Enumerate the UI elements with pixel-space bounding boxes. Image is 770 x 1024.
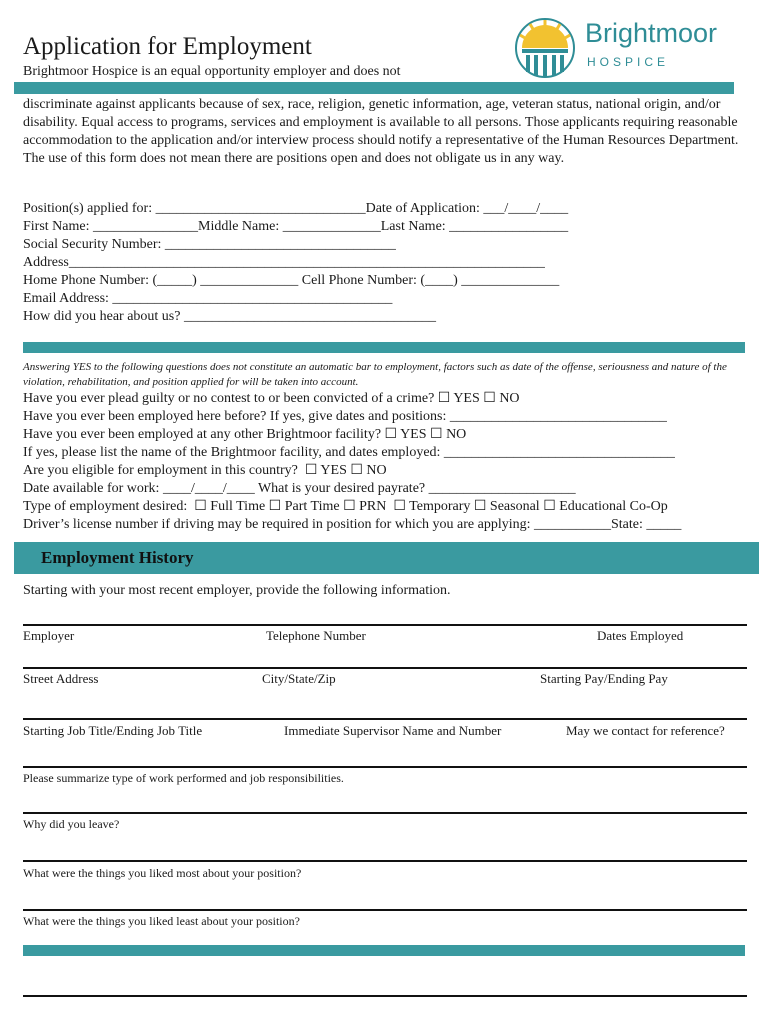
- field-label-liked-most: What were the things you liked most about your position?: [23, 866, 302, 880]
- eeo-paragraph: discriminate against applicants because of sex, race, religion, genetic information, age, veteran status, national origin, and/or disability. Equal access to programs, services and employment is available to all persons. Those applicants requiring reasonable accommodation to the application and/or interview process should notify a representative of the Human Resources Department. The use of this form does not mean there are positions open and does not obligate us in any way.: [23, 97, 739, 166]
- applicant-field-line-0: Position(s) applied for: ______________________________Date of Application: ___/____/____: [23, 201, 569, 216]
- field-label-dates-employed: Dates Employed: [597, 628, 684, 643]
- intro-line: Brightmoor Hospice is an equal opportunity employer and does not: [23, 64, 401, 79]
- field-label-liked-least: What were the things you liked least about your position?: [23, 914, 300, 928]
- field-label-contact-reference: May we contact for reference?: [566, 723, 725, 738]
- applicant-field-line-1: First Name: _______________Middle Name: ______________Last Name: _________________: [23, 219, 569, 234]
- field-label-supervisor: Immediate Supervisor Name and Number: [284, 723, 502, 738]
- form-rule: [23, 995, 747, 997]
- form-rule: [23, 860, 747, 862]
- employment-intro: Starting with your most recent employer, provide the following information.: [23, 583, 451, 598]
- question-line-4: Are you eligible for employment in this country? ☐ YES ☐ NO: [23, 463, 387, 478]
- form-rule: [23, 766, 747, 768]
- field-label-city-state-zip: City/State/Zip: [262, 671, 336, 686]
- applicant-field-line-5: Email Address: ________________________________________: [23, 291, 393, 306]
- form-rule: [23, 718, 747, 720]
- question-line-2: Have you ever been employed at any other Brightmoor facility? ☐ YES ☐ NO: [23, 427, 467, 442]
- logo-subtitle: HOSPICE: [587, 55, 670, 69]
- form-rule: [23, 909, 747, 911]
- employment-history-header: [14, 542, 759, 574]
- question-line-5: Date available for work: ____/____/____ What is your desired payrate? _____________________: [23, 481, 576, 496]
- field-label-street-address: Street Address: [23, 671, 99, 686]
- brightmoor-sun-logo-icon: [513, 16, 577, 80]
- page-title: Application for Employment: [23, 33, 312, 60]
- applicant-field-line-6: How did you hear about us? ____________________________________: [23, 309, 436, 324]
- footer-divider-bar: [23, 945, 745, 956]
- section-title: Employment History: [41, 548, 194, 567]
- field-label-why-leave: Why did you leave?: [23, 817, 120, 831]
- questions-note: Answering YES to the following questions does not constitute an automatic bar to employment, factors such as date of the offense, seriousness and nature of the violation, rehabilitation, and position applied for will be taken into account.: [23, 361, 727, 388]
- section-divider-bar: [23, 342, 745, 353]
- question-line-1: Have you ever been employed here before? If yes, give dates and positions: _______________________________: [23, 409, 667, 424]
- applicant-field-line-3: Address____________________________________________________________________: [23, 255, 545, 270]
- question-line-0: Have you ever plead guilty or no contest to or been convicted of a crime? ☐ YES ☐ NO: [23, 391, 520, 406]
- field-label-job-title: Starting Job Title/Ending Job Title: [23, 723, 203, 738]
- applicant-field-line-2: Social Security Number: _________________________________: [23, 237, 396, 252]
- header-divider-bar: [14, 82, 734, 94]
- field-label-employer: Employer: [23, 628, 75, 643]
- form-rule: [23, 667, 747, 669]
- brightmoor-logo: [513, 16, 743, 82]
- question-line-3: If yes, please list the name of the Brightmoor facility, and dates employed: _________________________________: [23, 445, 675, 460]
- applicant-field-line-4: Home Phone Number: (_____) ______________ Cell Phone Number: (____) ______________: [23, 273, 560, 288]
- field-label-telephone: Telephone Number: [266, 628, 366, 643]
- form-rule: [23, 624, 747, 626]
- question-line-6: Type of employment desired: ☐ Full Time ☐ Part Time ☐ PRN ☐ Temporary ☐ Seasonal ☐ Educational Co-Op: [23, 499, 668, 514]
- field-label-starting-ending-pay: Starting Pay/Ending Pay: [540, 671, 668, 686]
- form-rule: [23, 812, 747, 814]
- field-label-work-summary: Please summarize type of work performed and job responsibilities.: [23, 771, 344, 785]
- question-line-7: Driver’s license number if driving may be required in position for which you are applying: ___________State: _____: [23, 517, 682, 532]
- logo-name: Brightmoor: [585, 18, 718, 48]
